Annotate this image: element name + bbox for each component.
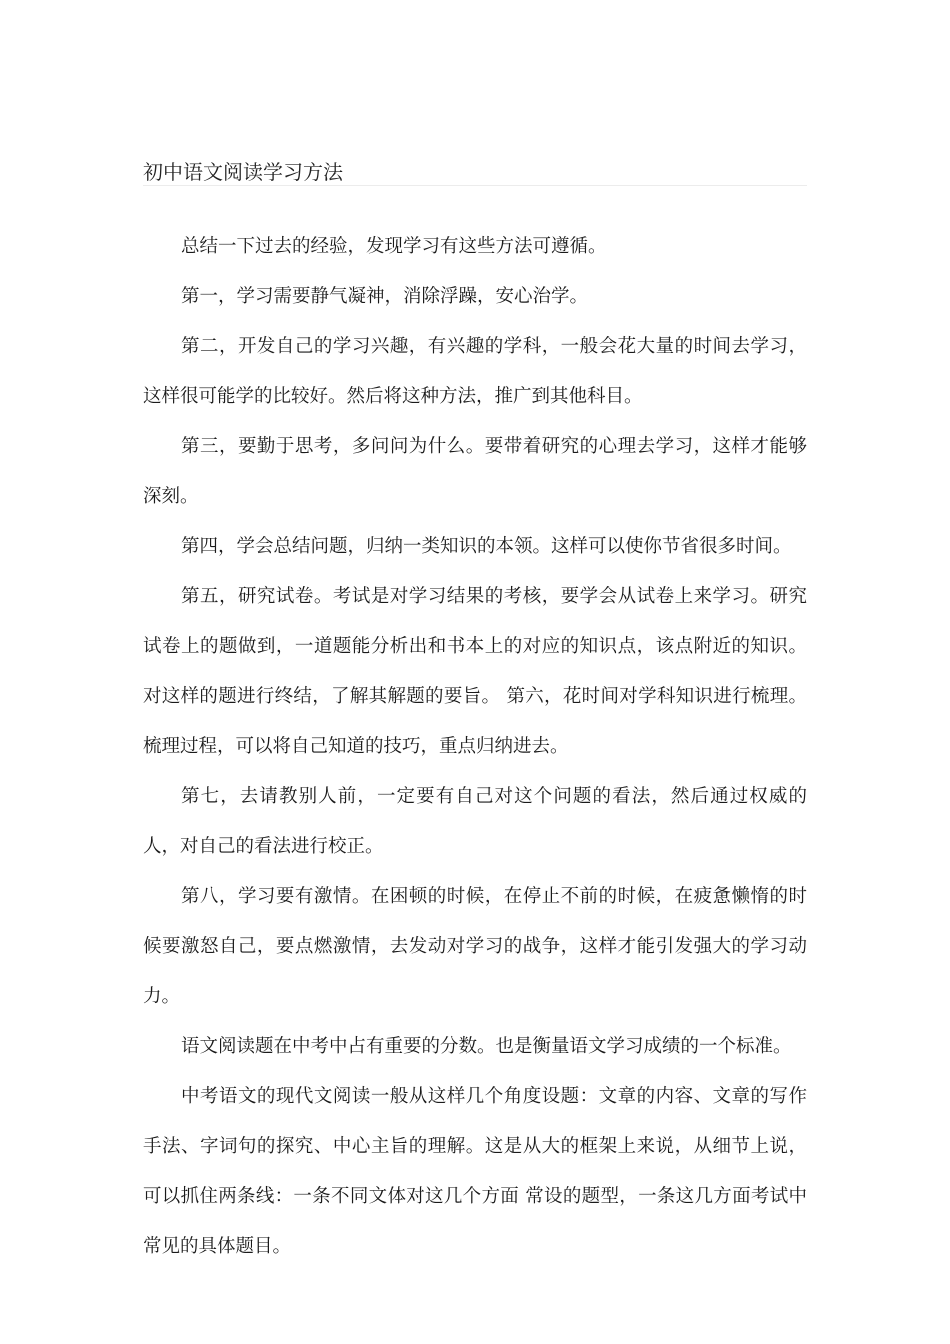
paragraph-method-8: 第八，学习要有激情。在困顿的时候，在停止不前的时候，在疲惫懒惰的时候要激怒自己，要点燃激情，去发动对学习的战争，这样才能引发强大的学习动力。	[143, 886, 807, 1007]
paragraph-method-4: 第四，学会总结问题，归纳一类知识的本领。这样可以使你节省很多时间。	[181, 536, 792, 557]
paragraph-method-1: 第一，学习需要静气凝神，消除浮躁，安心治学。	[181, 286, 589, 307]
paragraph-reading-importance: 语文阅读题在中考中占有重要的分数。也是衡量语文学习成绩的一个标准。	[181, 1036, 792, 1057]
title-divider	[143, 185, 807, 186]
document-title: 初中语文阅读学习方法	[143, 160, 343, 184]
paragraph-method-7: 第七，去请教别人前，一定要有自己对这个问题的看法，然后通过权威的人，对自己的看法进行校正。	[143, 786, 807, 857]
document-body	[143, 222, 807, 1272]
paragraph-method-2: 第二，开发自己的学习兴趣，有兴趣的学科，一般会花大量的时间去学习，这样很可能学的比较好。然后将这种方法，推广到其他科目。	[143, 336, 807, 407]
paragraph-reading-angles: 中考语文的现代文阅读一般从这样几个角度设题：文章的内容、文章的写作手法、字词句的探究、中心主旨的理解。这是从大的框架上来说，从细节上说，可以抓住两条线：一条不同文体对这几个方面 常设的题型，一条这几方面考试中常见的具体题目。	[143, 1086, 807, 1257]
paragraph-method-5-6: 第五，研究试卷。考试是对学习结果的考核，要学会从试卷上来学习。研究试卷上的题做到，一道题能分析出和书本上的对应的知识点，该点附近的知识。对这样的题进行终结，了解其解题的要旨。 第六，花时间对学科知识进行梳理。梳理过程，可以将自己知道的技巧，重点归纳进去。	[143, 586, 807, 757]
paragraph-intro: 总结一下过去的经验，发现学习有这些方法可遵循。	[181, 236, 607, 257]
paragraph-method-3: 第三，要勤于思考，多问问为什么。要带着研究的心理去学习，这样才能够深刻。	[143, 436, 807, 507]
